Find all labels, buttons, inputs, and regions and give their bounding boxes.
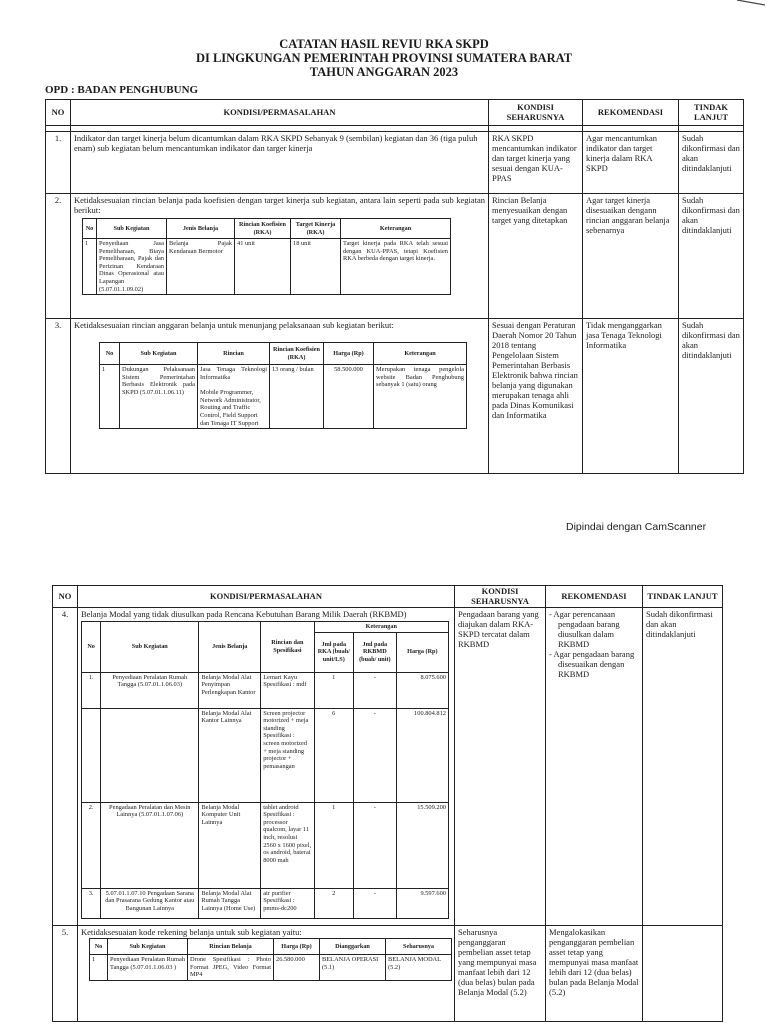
sub-koefisien: 13 orang / bulan	[270, 365, 324, 429]
table-row	[46, 319, 744, 474]
sub-jml-rka: 6	[314, 708, 353, 802]
sub-jml-rkbmd: -	[354, 802, 397, 888]
row-kondisi-cell	[71, 194, 489, 319]
row-rekomendasi-cell	[546, 608, 643, 926]
col-seharusnya: KONDISI SEHARUSNYA	[489, 100, 583, 126]
sub-col-harga: Harga (Rp)	[274, 939, 320, 955]
sub-col-koefisien: Rincian Koefisien (RKA)	[235, 219, 291, 239]
sub-rincian: Screen projector motorized + meja standing Spesifikasi : screen motorized + meja standing projector + pemasangan	[261, 708, 314, 802]
sub-col-kegiatan: Sub Kegiatan	[120, 343, 198, 365]
sub-table-row	[82, 888, 449, 918]
sub-harga: 58.500.000	[324, 365, 374, 429]
sub-table-row	[100, 365, 467, 429]
sub-col-jml-rka: Jml pada RKA (buah/ unit/LS)	[314, 632, 353, 672]
col-kondisi: KONDISI/PERMASALAHAN	[71, 100, 489, 126]
sub-jenis: Belanja Modal Komputer Unit Lainnya	[199, 802, 261, 888]
sub-keterangan: Target kinerja pada RKA telah sesuai dengan KUA-PPAS, tetapi Koefisien RKA berbeda dengan target kinerja.	[341, 239, 451, 295]
row-no: 4.	[53, 608, 78, 926]
table-header-row	[53, 586, 723, 608]
row-tindak: Sudah dikonfirmasi dan akan ditindaklanjuti	[643, 608, 723, 926]
sub-rincian: Lemari Kayu Spesifikasi : mdf	[261, 672, 314, 708]
sub-target: 18 unit	[291, 239, 341, 295]
row-kondisi: Ketidaksesuaian rincian belanja pada koefisien dengan target kinerja sub kegiatan, antara lain seperti pada sub kegiatan berikut:	[74, 195, 485, 215]
sub-col-no: No	[100, 343, 120, 365]
table-header-row	[46, 100, 744, 126]
row-kondisi: Belanja Modal yang tidak diusulkan pada Rencana Kebutuhan Barang Milik Daerah (RKBMD)	[81, 609, 407, 619]
sub-rincian-detail: Mobile Programmer, Network Administrator, Routing and Traffic Control, Field Support dan Tenaga IT Support	[200, 389, 261, 427]
col-tindak: TINDAK LANJUT	[643, 586, 723, 608]
sub-col-harga: Harga (Rp)	[396, 632, 448, 672]
row-tindak: Sudah dikonfirmasi dan akan ditindaklanjuti	[679, 132, 744, 194]
sub-table-row	[82, 672, 449, 708]
sub-jml-rka: 2	[314, 888, 353, 918]
col-no: NO	[46, 100, 71, 126]
col-rekomendasi: REKOMENDASI	[546, 586, 643, 608]
sub-col-koefisien: Rincian Koefisien (RKA)	[270, 343, 324, 365]
sub-table-header	[90, 939, 452, 955]
row-seharusnya: Pengadaan barang yang diajukan dalam RKA-SKPD tercatat dalam RKBMD	[455, 608, 546, 926]
sub-kegiatan: Penyediaan Jasa Pemeliharaan, Biaya Pemeliharaan, Pajak dan Perizinan Kendaraan Dinas Operasional atau Lapangan (5.07.01.1.09.02)	[97, 239, 167, 295]
row-no: 3.	[46, 319, 71, 474]
rekomendasi-item: - Agar perencanaan pengadaan barang diusulkan dalam RKBMD	[558, 609, 639, 649]
sub-kegiatan	[101, 708, 199, 802]
sub-col-kegiatan: Sub Kegiatan	[108, 939, 188, 955]
sub-table-row	[90, 955, 452, 981]
row-seharusnya: Seharusnya penganggaran pembelian asset tetap yang mempunyai masa manfaat lebih dari 12 (dua belas) bulan pada Belanja Modal (5.2)	[455, 926, 546, 1022]
sub-dianggarkan: BELANJA OPERASI (5.1)	[320, 955, 386, 981]
row-no: 2.	[46, 194, 71, 319]
review-table-page1	[45, 99, 744, 474]
sub-jenis: Belanja Modal Alat Kantor Lainnya	[199, 708, 261, 802]
sub-jml-rkbmd: -	[354, 708, 397, 802]
sub-col-kegiatan: Sub Kegiatan	[97, 219, 167, 239]
sub-col-target: Target Kinerja (RKA)	[291, 219, 341, 239]
sub-no: 1.	[82, 672, 101, 708]
sub-col-keterangan: Keterangan	[314, 622, 448, 633]
sub-no	[82, 708, 101, 802]
pen-mark	[735, 0, 768, 6]
row-seharusnya: Sesuai dengan Peraturan Daerah Nomor 20 Tahun 2018 tentang Pengelolaan Sistem Pemerintahan Berbasis Elektronik bahwa rincian belanja yang digunakan merupakan tenaga ahli pada Dinas Komunikasi dan Informatika	[489, 319, 583, 474]
sub-koefisien: 41 unit	[235, 239, 291, 295]
row-no: 5.	[53, 926, 78, 1022]
sub-no: 3.	[82, 888, 101, 918]
sub-harga: 8.075.600	[396, 672, 448, 708]
row-tindak: Sudah dikonfirmasi dan akan ditindaklanjuti	[679, 194, 744, 319]
row-rekomendasi: Tidak menganggarkan jasa Tenaga Teknologi Informatika	[583, 319, 679, 474]
row-kondisi-cell	[71, 319, 489, 474]
sub-jenis: Belanja Pajak Kendaraan Bermotor	[167, 239, 235, 295]
sub-col-jenis: Jenis Belanja	[167, 219, 235, 239]
row-kondisi-cell	[78, 926, 455, 1022]
row-seharusnya: RKA SKPD mencantumkan indikator dan target kinerja yang sesuai dengan KUA-PPAS	[489, 132, 583, 194]
page-title-line3: TAHUN ANGGARAN 2023	[309, 65, 459, 79]
sub-col-no: No	[83, 219, 97, 239]
sub-no: 1	[90, 955, 108, 981]
row-no: 1.	[46, 132, 71, 194]
sub-table-row	[82, 802, 449, 888]
sub-table-rkbmd	[81, 621, 449, 919]
row-kondisi: Ketidaksesuaian rincian anggaran belanja untuk menunjang pelaksanaan sub kegiatan berikut:	[74, 320, 394, 330]
table-row	[53, 926, 723, 1022]
sub-jml-rka: 1	[314, 672, 353, 708]
sub-jenis: Belanja Modal Alat Rumah Tangga Lainnya (Home Use)	[199, 888, 261, 918]
sub-rincian-cell	[198, 365, 270, 429]
col-seharusnya: KONDISI SEHARUSNYA	[455, 586, 546, 608]
page-title-line2: DI LINGKUNGAN PEMERINTAH PROVINSI SUMATERA BARAT	[195, 51, 573, 65]
rekomendasi-item: - Agar pengadaan barang disesuaikan dengan RKBMD	[558, 649, 639, 679]
row-seharusnya: Rincian Belanja menyesuaikan dengan target yang ditetapkan	[489, 194, 583, 319]
sub-col-rincian: Rincian dan Spesifikasi	[261, 622, 314, 673]
sub-col-no: No	[82, 622, 101, 673]
review-table-page2	[52, 585, 723, 1022]
sub-col-rincian: Rincian Belanja	[188, 939, 274, 955]
sub-col-keterangan: Keterangan	[374, 343, 467, 365]
sub-rincian: air purifier Spesifikasi : pmms-dc200	[261, 888, 314, 918]
sub-seharusnya: BELANJA MODAL (5.2)	[386, 955, 452, 981]
sub-kegiatan: 5.07.01.1.07.10 Pengadaan Sarana dan Prasarana Gedung Kantor atau Bangunan Lainnya	[101, 888, 199, 918]
sub-kegiatan: Pengadaan Peralatan dan Mesin Lainnya (5.07.01.1.07.06)	[101, 802, 199, 888]
sub-kegiatan: Penyediaan Peralatan Rumah Tangga (5.07.01.1.06.03)	[101, 672, 199, 708]
col-rekomendasi: REKOMENDASI	[583, 100, 679, 126]
sub-table-rekening	[89, 938, 452, 981]
row-kondisi: Indikator dan target kinerja belum dicantumkan dalam RKA SKPD Sebanyak 9 (sembilan) kegiatan dan 36 (tiga puluh enam) sub kegiatan belum mencantumkan indikator dan targer kinerja	[71, 132, 489, 194]
sub-table-header	[83, 219, 451, 239]
sub-table-koefisien	[82, 218, 451, 295]
table-row	[53, 608, 723, 926]
sub-jml-rka: 1	[314, 802, 353, 888]
opd-label: OPD : BADAN PENGHUBUNG	[45, 84, 199, 96]
table-row	[46, 194, 744, 319]
sub-jml-rkbmd: -	[354, 672, 397, 708]
rekomendasi-list	[549, 609, 639, 679]
row-kondisi: Ketidaksesuaian kode rekening belanja untuk sub kegiatan yaitu:	[81, 927, 302, 937]
row-kondisi-cell	[78, 608, 455, 926]
sub-harga: 26.580.000	[274, 955, 320, 981]
sub-table-header	[82, 622, 449, 633]
row-rekomendasi: Mengalokasikan penganggaran pembelian asset tetap yang mempunyai masa manfaat lebih dari 12 (dua belas) bulan pada Belanja Modal (5.2)	[546, 926, 643, 1022]
page-title-line1: CATATAN HASIL REVIU RKA SKPD	[279, 37, 489, 51]
sub-harga: 15.509.200	[396, 802, 448, 888]
row-rekomendasi: Agar target kinerja disesuaikan dengann rincian anggaran belanja sebenarnya	[583, 194, 679, 319]
sub-kegiatan: Dukungan Pelaksanaan Sistem Pemerintahan Berbasis Elektronik pada SKPD (5.07.01.1.06.11)	[120, 365, 198, 429]
sub-col-jml-rkbmd: Jml pada RKBMD (buah/ unit)	[354, 632, 397, 672]
sub-table-row	[83, 239, 451, 295]
sub-jml-rkbmd: -	[354, 888, 397, 918]
sub-harga: 100.804.812	[396, 708, 448, 802]
sub-no: 2.	[82, 802, 101, 888]
sub-col-dianggarkan: Dianggarkan	[320, 939, 386, 955]
sub-no: 1	[83, 239, 97, 295]
sub-col-rincian: Rincian	[198, 343, 270, 365]
sub-col-keterangan: Keterangan	[341, 219, 451, 239]
scanner-watermark: Dipindai dengan CamScanner	[566, 521, 707, 533]
sub-col-harga: Harga (Rp)	[324, 343, 374, 365]
sub-kegiatan: Penyediaan Peralatan Rumah Tangga (5.07.01.1.06.03 )	[108, 955, 188, 981]
sub-col-jenis: Jenis Belanja	[199, 622, 261, 673]
sub-harga: 9.597.600	[396, 888, 448, 918]
sub-keterangan: Merupakan tenaga pengelola website Badan Penghubung sebanyak 1 (satu) orang	[374, 365, 467, 429]
sub-col-kegiatan: Sub Kegiatan	[101, 622, 199, 673]
col-tindak: TINDAK LANJUT	[679, 100, 744, 126]
row-tindak	[643, 926, 723, 1022]
table-row	[46, 132, 744, 194]
sub-table-header	[100, 343, 467, 365]
col-kondisi: KONDISI/PERMASALAHAN	[78, 586, 455, 608]
col-no: NO	[53, 586, 78, 608]
row-tindak: Sudah dikonfirmasi dan akan ditindaklanjuti	[679, 319, 744, 474]
sub-rincian: Drone Spesifikasi : Photo Format JPEG, Video Format MP4	[188, 955, 274, 981]
sub-jenis: Belanja Modal Alat Penyimpan Perlengkapan Kantor	[199, 672, 261, 708]
sub-rincian: Jasa Tenaga Teknologi Informatika	[200, 366, 267, 381]
sub-rincian: tablet android Spesifikasi : processor qualcom, layar 11 inch, resolusi 2560 x 1600 pixel, os android, baterai 8000 mah	[261, 802, 314, 888]
sub-col-seharusnya: Seharusnya	[386, 939, 452, 955]
sub-col-no: No	[90, 939, 108, 955]
row-rekomendasi: Agar mencantumkan indikator dan target kinerja dalam RKA SKPD	[583, 132, 679, 194]
sub-no: 1	[100, 365, 120, 429]
sub-table-row	[82, 708, 449, 802]
sub-table-rincian	[99, 342, 467, 429]
